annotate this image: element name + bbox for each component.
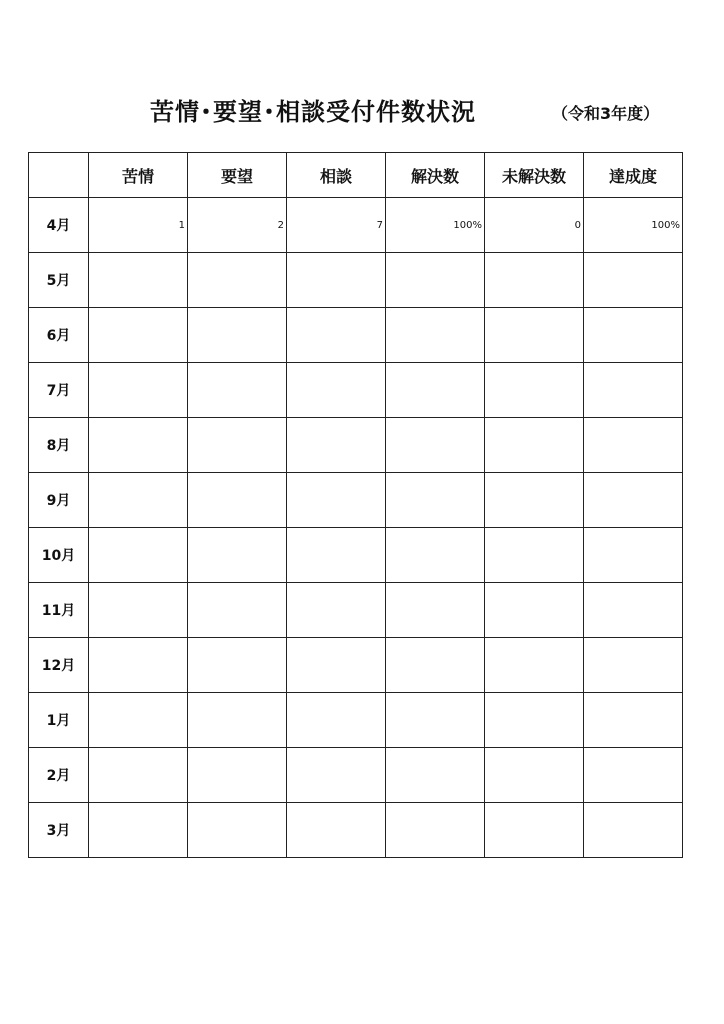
requests-cell [188,748,287,803]
resolved-cell [386,528,485,583]
complaints-cell [89,803,188,858]
consultations-cell [287,693,386,748]
resolved-cell [386,583,485,638]
achievement-rate-cell [584,253,683,308]
header-achievement-rate: 達成度 [584,153,683,198]
requests-cell: 2 [188,198,287,253]
complaints-cell [89,748,188,803]
month-label: 4月 [29,198,89,253]
month-label: 12月 [29,638,89,693]
achievement-rate-cell [584,638,683,693]
consultations-cell [287,308,386,363]
consultations-cell [287,473,386,528]
achievement-rate-cell: 100% [584,198,683,253]
unresolved-cell [485,693,584,748]
requests-cell [188,638,287,693]
month-label: 3月 [29,803,89,858]
table-row [29,308,683,363]
requests-cell [188,363,287,418]
unresolved-cell [485,308,584,363]
month-label: 6月 [29,308,89,363]
page-title: 苦情･要望･相談受付件数状況 [150,98,476,126]
resolved-cell [386,473,485,528]
header-consultations: 相談 [287,153,386,198]
achievement-rate-cell [584,308,683,363]
unresolved-cell [485,363,584,418]
complaints-cell [89,253,188,308]
achievement-rate-cell [584,693,683,748]
consultations-cell [287,583,386,638]
table-row [29,693,683,748]
resolved-cell [386,253,485,308]
unresolved-cell [485,528,584,583]
consultations-cell: 7 [287,198,386,253]
achievement-rate-cell [584,363,683,418]
header-complaints: 苦情 [89,153,188,198]
month-label: 10月 [29,528,89,583]
unresolved-cell [485,748,584,803]
requests-cell [188,693,287,748]
unresolved-cell [485,253,584,308]
unresolved-cell [485,473,584,528]
table-row [29,638,683,693]
table-row [29,803,683,858]
consultations-cell [287,363,386,418]
table-row [29,748,683,803]
achievement-rate-cell [584,528,683,583]
unresolved-cell [485,583,584,638]
complaints-cell: 1 [89,198,188,253]
achievement-rate-cell [584,473,683,528]
consultations-cell [287,638,386,693]
requests-cell [188,418,287,473]
header-requests: 要望 [188,153,287,198]
resolved-cell [386,308,485,363]
month-label: 8月 [29,418,89,473]
achievement-rate-cell [584,418,683,473]
resolved-cell [386,748,485,803]
resolved-cell [386,693,485,748]
table-body [29,198,683,858]
header-unresolved: 未解決数 [485,153,584,198]
complaints-cell [89,528,188,583]
achievement-rate-cell [584,748,683,803]
month-label: 11月 [29,583,89,638]
requests-cell [188,583,287,638]
resolved-cell [386,418,485,473]
unresolved-cell: 0 [485,198,584,253]
requests-cell [188,253,287,308]
table-row [29,198,683,253]
table-row [29,253,683,308]
inquiry-count-table [28,152,683,858]
resolved-cell [386,803,485,858]
fiscal-year-label: （令和3年度） [552,104,660,123]
complaints-cell [89,693,188,748]
requests-cell [188,308,287,363]
table-row [29,583,683,638]
consultations-cell [287,418,386,473]
table-row [29,528,683,583]
unresolved-cell [485,803,584,858]
month-label: 1月 [29,693,89,748]
requests-cell [188,473,287,528]
unresolved-cell [485,418,584,473]
table-row [29,363,683,418]
resolved-cell [386,638,485,693]
month-label: 9月 [29,473,89,528]
complaints-cell [89,583,188,638]
complaints-cell [89,418,188,473]
header-resolved: 解決数 [386,153,485,198]
requests-cell [188,803,287,858]
unresolved-cell [485,638,584,693]
table-row [29,473,683,528]
achievement-rate-cell [584,803,683,858]
corner-cell [29,153,89,198]
table-row [29,418,683,473]
header-row [29,153,683,198]
month-label: 7月 [29,363,89,418]
requests-cell [188,528,287,583]
achievement-rate-cell [584,583,683,638]
month-label: 5月 [29,253,89,308]
resolved-cell [386,363,485,418]
consultations-cell [287,803,386,858]
table-header [29,153,683,198]
complaints-cell [89,308,188,363]
month-label: 2月 [29,748,89,803]
resolved-cell: 100% [386,198,485,253]
consultations-cell [287,748,386,803]
consultations-cell [287,528,386,583]
complaints-cell [89,473,188,528]
consultations-cell [287,253,386,308]
complaints-cell [89,638,188,693]
complaints-cell [89,363,188,418]
